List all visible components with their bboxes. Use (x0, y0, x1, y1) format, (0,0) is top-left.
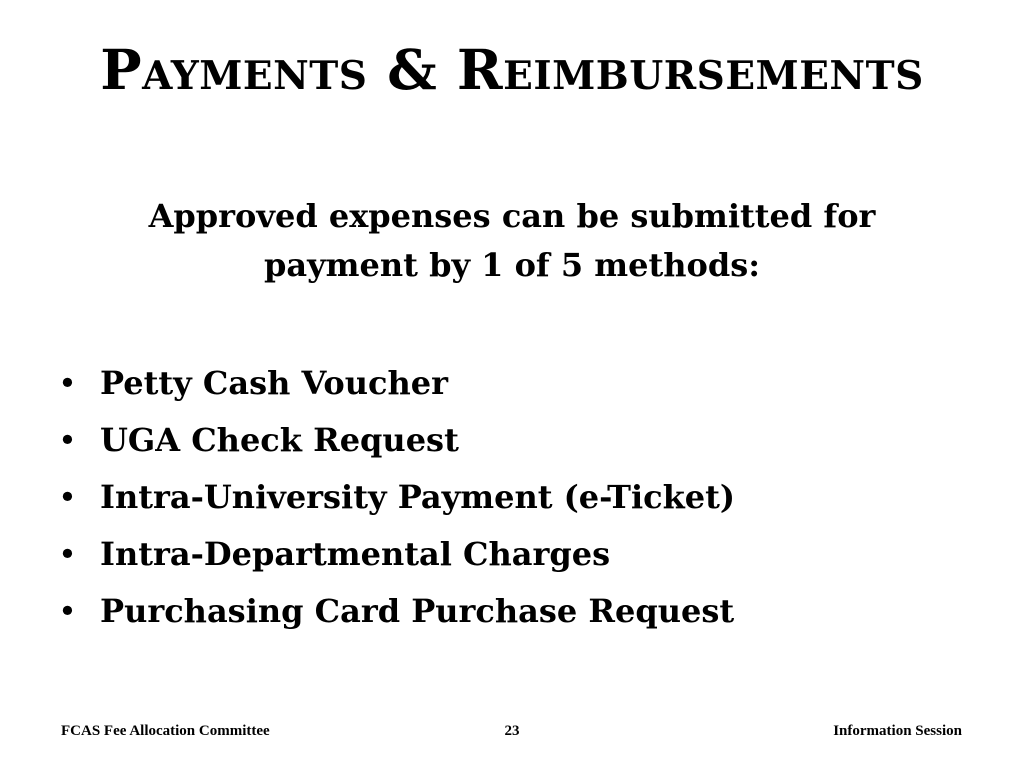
bullet-icon: • (58, 421, 77, 459)
list-item (58, 412, 958, 469)
footer-left-text: FCAS Fee Allocation Committee (61, 723, 270, 739)
bullet-icon: • (58, 364, 77, 402)
intro-text: Approved expenses can be submitted for payment by 1 of 5 methods: (148, 197, 876, 284)
list-item (58, 526, 958, 583)
list-item (58, 355, 958, 412)
list-item-text: UGA Check Request (100, 421, 459, 459)
bullet-icon: • (58, 592, 77, 630)
slide-title: Payments & Reimbursements (100, 37, 924, 102)
footer-right-text: Information Session (833, 723, 962, 739)
list-item (58, 583, 958, 640)
methods-list (58, 355, 958, 640)
page-number: 23 (504, 723, 520, 739)
list-item-text: Petty Cash Voucher (100, 364, 448, 402)
list-item (58, 469, 958, 526)
list-item-text: Intra-University Payment (e-Ticket) (100, 478, 736, 516)
list-item-text: Intra-Departmental Charges (100, 535, 611, 573)
bullet-icon: • (58, 478, 77, 516)
bullet-icon: • (58, 535, 77, 573)
list-item-text: Purchasing Card Purchase Request (100, 592, 735, 630)
